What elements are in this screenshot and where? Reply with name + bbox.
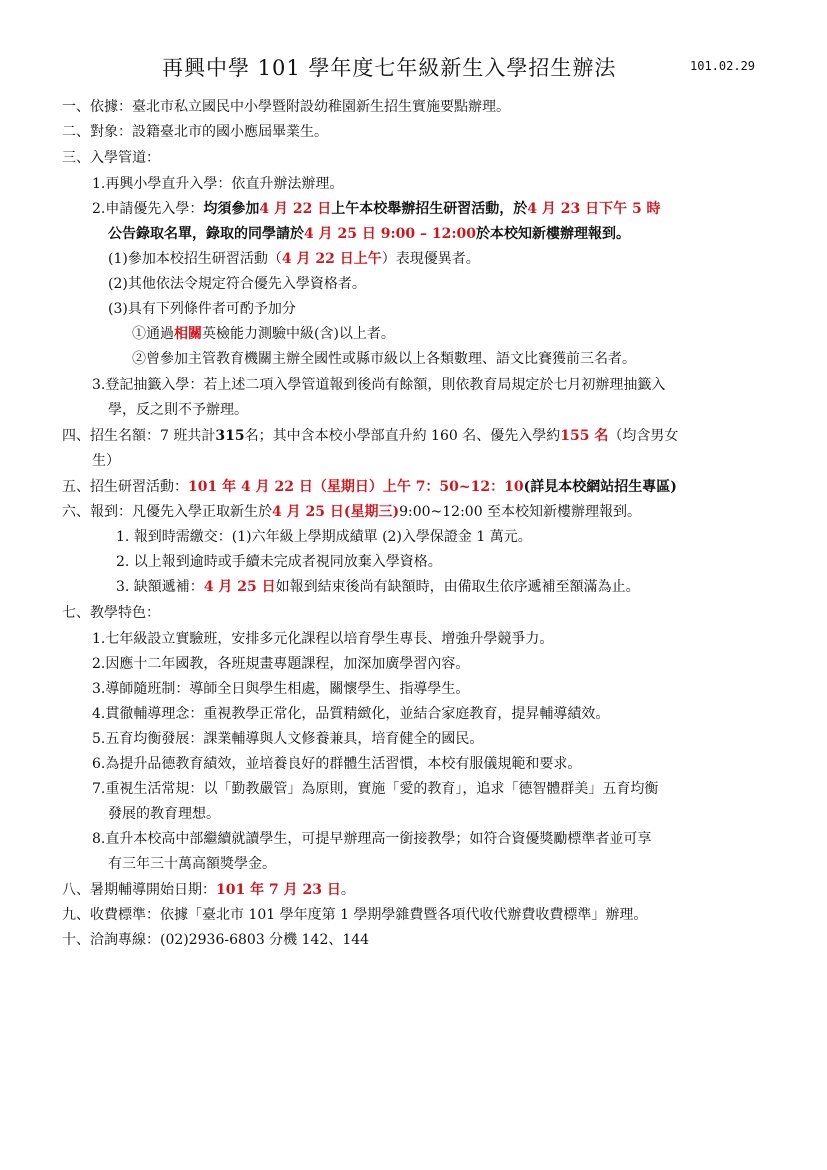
feature-6: 6.為提升品德教育績效，並培養良好的群體生活習慣，本校有服儀規範和要求。 [92, 756, 582, 772]
channel-1-direct: 1.再興小學直升入學：依直升辦法辦理。 [92, 176, 344, 192]
header [0, 52, 827, 82]
registration-date: 4 月 25 日(星期三) [272, 504, 400, 520]
bonus-item-1 [132, 325, 395, 343]
activity-label: 五、招生研習活動： [62, 479, 188, 495]
section-3-admission-channels: 三、入學管道： [62, 150, 160, 166]
summer-date: 101 年 7 月 23 日 [216, 882, 341, 898]
section-10-contact: 十、洽詢專線：(02)2936-6803 分機 142、144 [62, 932, 370, 948]
feature-8-cont: 有三年三十萬高額獎學金。 [108, 856, 276, 872]
document-date: 101.02.29 [690, 59, 756, 73]
channel-2-announce: 公告錄取名單，錄取的同學請於 [108, 226, 304, 242]
channel-2-priority-cont [108, 225, 630, 243]
channel-2-priority [92, 200, 661, 218]
summer-label: 八、暑期輔導開始日期： [62, 882, 216, 898]
channel-2-date-apr22: 4 月 22 日 [259, 201, 332, 217]
section-8-summer [62, 881, 355, 899]
channel-2-report: 於本校知新樓辦理報到。 [476, 226, 630, 242]
feature-1: 1.七年級設立實驗班，安排多元化課程以培育學生專長、增強升學競爭力。 [92, 631, 554, 647]
channel-2-requirement: 均須參加 [203, 201, 260, 217]
registration-label: 六、報到：凡優先入學正取新生於 [62, 504, 272, 520]
channel-3-lottery-cont: 學，反之則不予辦理。 [108, 402, 248, 418]
feature-4: 4.貫徹輔導理念：重視教學正常化，品質精緻化，並結合家庭教育，提昇輔導績效。 [92, 706, 610, 722]
section-2-target: 二、對象：設籍臺北市的國小應屆畢業生。 [62, 124, 328, 140]
feature-8: 8.直升本校高中部繼續就讀學生，可提早辦理高一銜接教學；如符合資優獎勵標準者並可享 [92, 831, 652, 847]
channel-2-date-apr23: 4 月 23 日下午 5 時 [527, 201, 661, 217]
quota-priority: 155 名 [560, 428, 609, 444]
section-9-fees: 九、收費標準：依據「臺北市 101 學年度第 1 學期學雜費暨各項代收代辦費收費標準」辦理。 [62, 907, 648, 923]
feature-5: 5.五育均衡發展：課業輔導與人文修養兼具，培育健全的國民。 [92, 731, 484, 747]
bonus-item-1-tail: 英檢能力測驗中級(含)以上者。 [202, 326, 395, 342]
criterion-1-date: 4 月 22 日上午 [281, 251, 382, 267]
criterion-1-text: (1)參加本校招生研習活動（ [108, 251, 282, 267]
registration-item-3-date: 4 月 25 日 [203, 579, 276, 595]
channel-2-date-apr25: 4 月 25 日 9:00 – 12:00 [304, 226, 476, 242]
registration-item-3-tail: 如報到結束後尚有缺額時，由備取生依序遞補至額滿為止。 [275, 579, 640, 595]
document-title: 再興中學 101 學年度七年級新生入學招生辦法 [162, 56, 617, 80]
channel-3-lottery: 3.登記抽籤入學：若上述二項入學管道報到後尚有餘額，則依教育局規定於七月初辦理抽籤入 [92, 377, 666, 393]
criterion-1-tail: ）表現優異者。 [381, 251, 480, 267]
section-4-quota [62, 427, 678, 445]
feature-7-cont: 發展的教育理想。 [108, 806, 220, 822]
activity-note: (詳見本校網站招生專區) [523, 479, 677, 495]
quota-note: （均含男女 [608, 428, 679, 444]
section-1-basis: 一、依據：臺北市私立國民中小學暨附設幼稚園新生招生實施要點辦理。 [62, 99, 510, 115]
bonus-item-2: ②曾參加主管教育機關主辦全國性或縣市級以上各類數理、語文比賽獲前三名者。 [132, 351, 636, 367]
registration-item-3-label: 3. 缺額遞補： [116, 579, 204, 595]
activity-datetime: 101 年 4 月 22 日（星期日）上午 7：50~12：10 [188, 479, 524, 495]
feature-3: 3.導師隨班制：導師全日與學生相處，關懷學生、指導學生。 [92, 681, 470, 697]
bonus-item-1-highlight: 相關 [174, 326, 202, 342]
registration-item-2: 2. 以上報到逾時或手續未完成者視同放棄入學資格。 [116, 554, 442, 570]
priority-criterion-1 [108, 250, 480, 268]
registration-item-3 [116, 578, 640, 596]
feature-2: 2.因應十二年國教，各班規畫專題課程，加深加廣學習內容。 [92, 656, 470, 672]
bonus-item-1-text: ①通過 [132, 326, 174, 342]
quota-text: 四、招生名額：7 班共計 [62, 428, 216, 444]
section-6-registration [62, 503, 641, 521]
priority-criterion-2: (2)其他依法令規定符合優先入學資格者。 [108, 276, 366, 292]
quota-detail: 名；其中含本校小學部直升約 160 名、優先入學約 [244, 428, 561, 444]
registration-tail: 9:00~12:00 至本校知新樓辦理報到。 [399, 504, 642, 520]
quota-total: 315 [215, 428, 245, 444]
section-5-activity [62, 478, 677, 496]
section-4-quota-cont: 生） [92, 453, 120, 469]
channel-2-activity: 上午本校舉辦招生研習活動，於 [331, 201, 528, 217]
summer-tail: 。 [340, 882, 355, 898]
priority-criterion-3: (3)具有下列條件者可酌予加分 [108, 301, 296, 317]
registration-item-1: 1. 報到時需繳交：(1)六年級上學期成績單 (2)入學保證金 1 萬元。 [116, 529, 532, 545]
section-7-features: 七、教學特色： [62, 605, 160, 621]
channel-2-label: 2.申請優先入學： [92, 201, 204, 217]
feature-7: 7.重視生活常規：以「勤教嚴管」為原則，實施「愛的教育」，追求「德智體群美」五育均衡 [92, 781, 659, 797]
